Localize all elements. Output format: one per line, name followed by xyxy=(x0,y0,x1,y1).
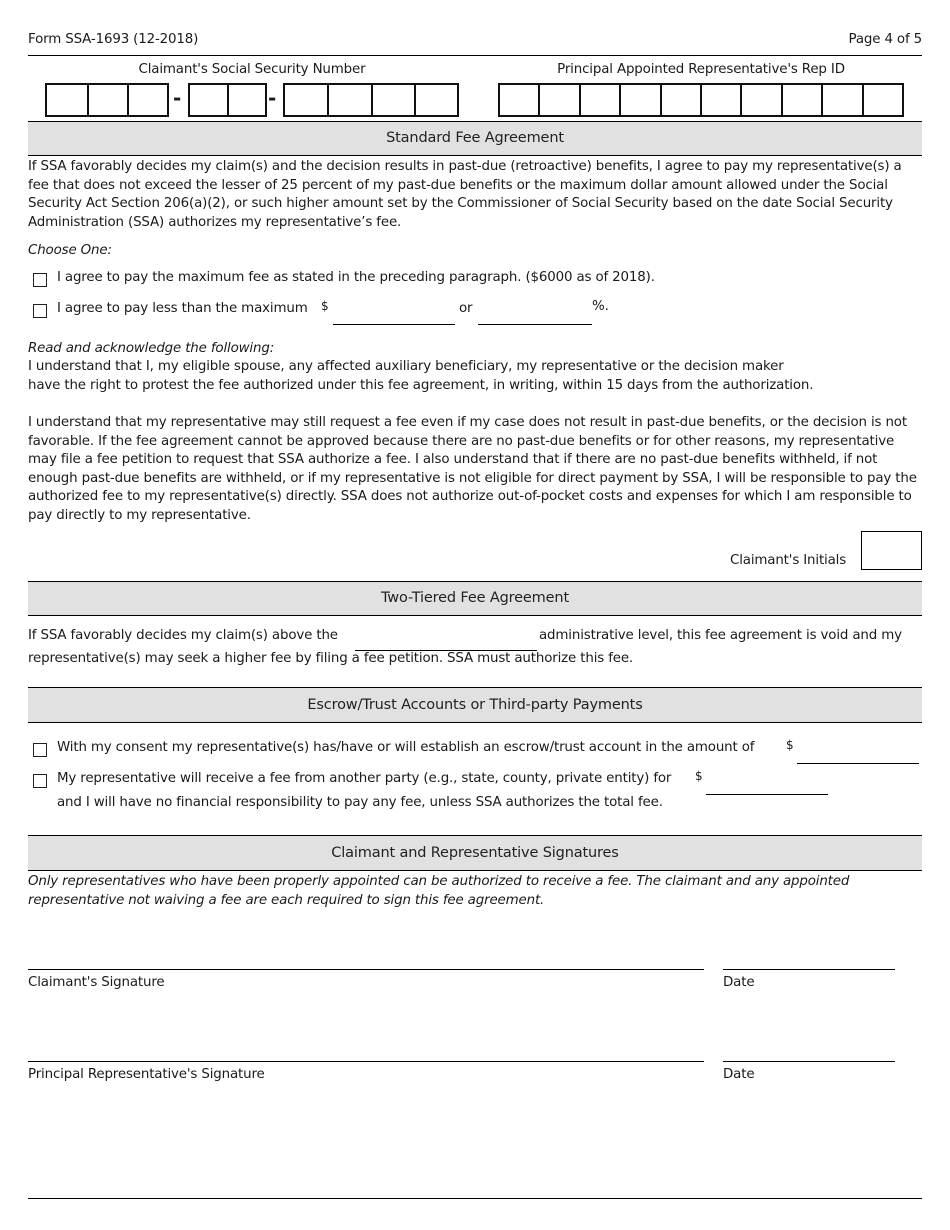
rep-id-char-box[interactable] xyxy=(862,85,902,115)
representative-date-line[interactable] xyxy=(723,1061,895,1062)
section-header-escrow: Escrow/Trust Accounts or Third-party Payments xyxy=(28,687,922,723)
third-party-option-line-2: and I will have no financial responsibility to pay any fee, unless SSA authorizes the total fee. xyxy=(57,795,663,810)
page-number: Page 4 of 5 xyxy=(848,32,922,47)
ssn-group-2 xyxy=(188,83,267,117)
acknowledge-line-2: have the right to protest the fee authorized under this fee agreement, in writing, within 15 days from the authorization. xyxy=(28,378,814,393)
or-label: or xyxy=(459,301,473,316)
ssn-digit-box[interactable] xyxy=(285,85,327,115)
ssn-group-1 xyxy=(45,83,169,117)
ssn-digit-box[interactable] xyxy=(87,85,128,115)
section-header-two-tiered: Two-Tiered Fee Agreement xyxy=(28,581,922,616)
section-header-standard-fee: Standard Fee Agreement xyxy=(28,121,922,156)
escrow-dollar-sign: $ xyxy=(786,738,794,752)
footer-divider xyxy=(28,1198,922,1199)
third-party-dollar-sign: $ xyxy=(695,769,703,783)
acknowledge-line-1: I understand that I, my eligible spouse, any affected auxiliary beneficiary, my representative or the decision maker xyxy=(28,359,784,374)
option-less-label: I agree to pay less than the maximum xyxy=(57,301,308,316)
ssn-digit-box[interactable] xyxy=(47,85,87,115)
checkbox-escrow-account[interactable] xyxy=(33,743,47,757)
initials-label: Claimant's Initials xyxy=(730,553,847,568)
rep-id-char-box[interactable] xyxy=(619,85,659,115)
rep-id-char-box[interactable] xyxy=(500,85,538,115)
rep-id-char-box[interactable] xyxy=(821,85,861,115)
two-tiered-line-2: representative(s) may seek a higher fee by filing a fee petition. SSA must authorize this fee. xyxy=(28,651,634,666)
checkbox-less-than-max[interactable] xyxy=(33,304,47,318)
rep-id-char-box[interactable] xyxy=(660,85,700,115)
rep-id-boxes xyxy=(498,83,904,117)
amount-field[interactable] xyxy=(333,324,455,325)
percent-field[interactable] xyxy=(478,324,592,325)
third-party-option-line-1: My representative will receive a fee from another party (e.g., state, county, private entity) for xyxy=(57,771,672,786)
representative-signature-label: Principal Representative's Signature xyxy=(28,1067,265,1082)
checkbox-third-party[interactable] xyxy=(33,774,47,788)
ssn-digit-box[interactable] xyxy=(371,85,414,115)
claimant-signature-label: Claimant's Signature xyxy=(28,975,165,990)
rep-id-char-box[interactable] xyxy=(579,85,619,115)
rep-id-char-box[interactable] xyxy=(538,85,578,115)
two-tiered-text-after: administrative level, this fee agreement is void and my xyxy=(539,628,902,643)
acknowledge-heading: Read and acknowledge the following: xyxy=(28,341,275,356)
dollar-sign: $ xyxy=(321,299,329,313)
representative-date-label: Date xyxy=(723,1067,755,1082)
standard-fee-intro: If SSA favorably decides my claim(s) and the decision results in past-due (retroactive) benefits, I agree to pay my representative(s) a fee that does not exceed the lesser of 25 percent of my past-due benefits or the maximum dollar amount allowed under the Social Security Act Section 206(a)(2), or such higher amount set by the Commissioner of Social Security based on the date Social Security Administration (SSA) authorizes my representative’s fee. xyxy=(28,159,902,230)
header-divider xyxy=(28,55,922,56)
acknowledge-paragraph-2: I understand that my representative may still request a fee even if my case does not result in past-due benefits, or the decision is not favorable. If the fee agreement cannot be approved because there are no past-due benefits or for other reasons, my representative may file a fee petition to request that SSA authorize a fee. I also understand that if there are no past-due benefits withheld, if not enough past-due benefits are withheld, or if my representative is not eligible for direct payment by SSA, I will be responsible to pay the authorized fee to my representative(s) directly. SSA does not authorize out-of-pocket costs and expenses for which I am responsible to pay directly to my representative. xyxy=(28,415,917,523)
claimant-date-line[interactable] xyxy=(723,969,895,970)
rep-id-label: Principal Appointed Representative's Rep ID xyxy=(557,62,845,77)
claimant-signature-line[interactable] xyxy=(28,969,704,970)
section-header-signatures: Claimant and Representative Signatures xyxy=(28,835,922,871)
escrow-option-label: With my consent my representative(s) has/have or will establish an escrow/trust account in the amount of xyxy=(57,740,755,755)
initials-box[interactable] xyxy=(861,531,922,570)
checkbox-max-fee[interactable] xyxy=(33,273,47,287)
option-max-fee-label: I agree to pay the maximum fee as stated in the preceding paragraph. ($6000 as of 2018). xyxy=(57,270,655,285)
ssn-digit-box[interactable] xyxy=(227,85,265,115)
ssn-separator: - xyxy=(173,86,182,110)
ssn-digit-box[interactable] xyxy=(327,85,371,115)
rep-id-char-box[interactable] xyxy=(740,85,780,115)
ssn-group-3 xyxy=(283,83,459,117)
ssn-digit-box[interactable] xyxy=(190,85,227,115)
third-party-amount-field[interactable] xyxy=(706,794,828,795)
percent-sign: %. xyxy=(592,299,609,314)
two-tiered-text-before: If SSA favorably decides my claim(s) above the xyxy=(28,628,338,643)
escrow-amount-field[interactable] xyxy=(797,763,919,764)
ssn-digit-box[interactable] xyxy=(414,85,457,115)
representative-signature-line[interactable] xyxy=(28,1061,704,1062)
ssn-label: Claimant's Social Security Number xyxy=(138,62,366,77)
rep-id-char-box[interactable] xyxy=(700,85,740,115)
ssn-digit-box[interactable] xyxy=(127,85,167,115)
rep-id-char-box[interactable] xyxy=(781,85,821,115)
ssn-separator: - xyxy=(268,86,277,110)
signatures-note: Only representatives who have been properly appointed can be authorized to receive a fee. The claimant and any appointed representative not waiving a fee are each required to sign this fee agreement. xyxy=(28,874,850,908)
form-id: Form SSA-1693 (12-2018) xyxy=(28,32,199,47)
claimant-date-label: Date xyxy=(723,975,755,990)
choose-one-label: Choose One: xyxy=(28,243,112,258)
